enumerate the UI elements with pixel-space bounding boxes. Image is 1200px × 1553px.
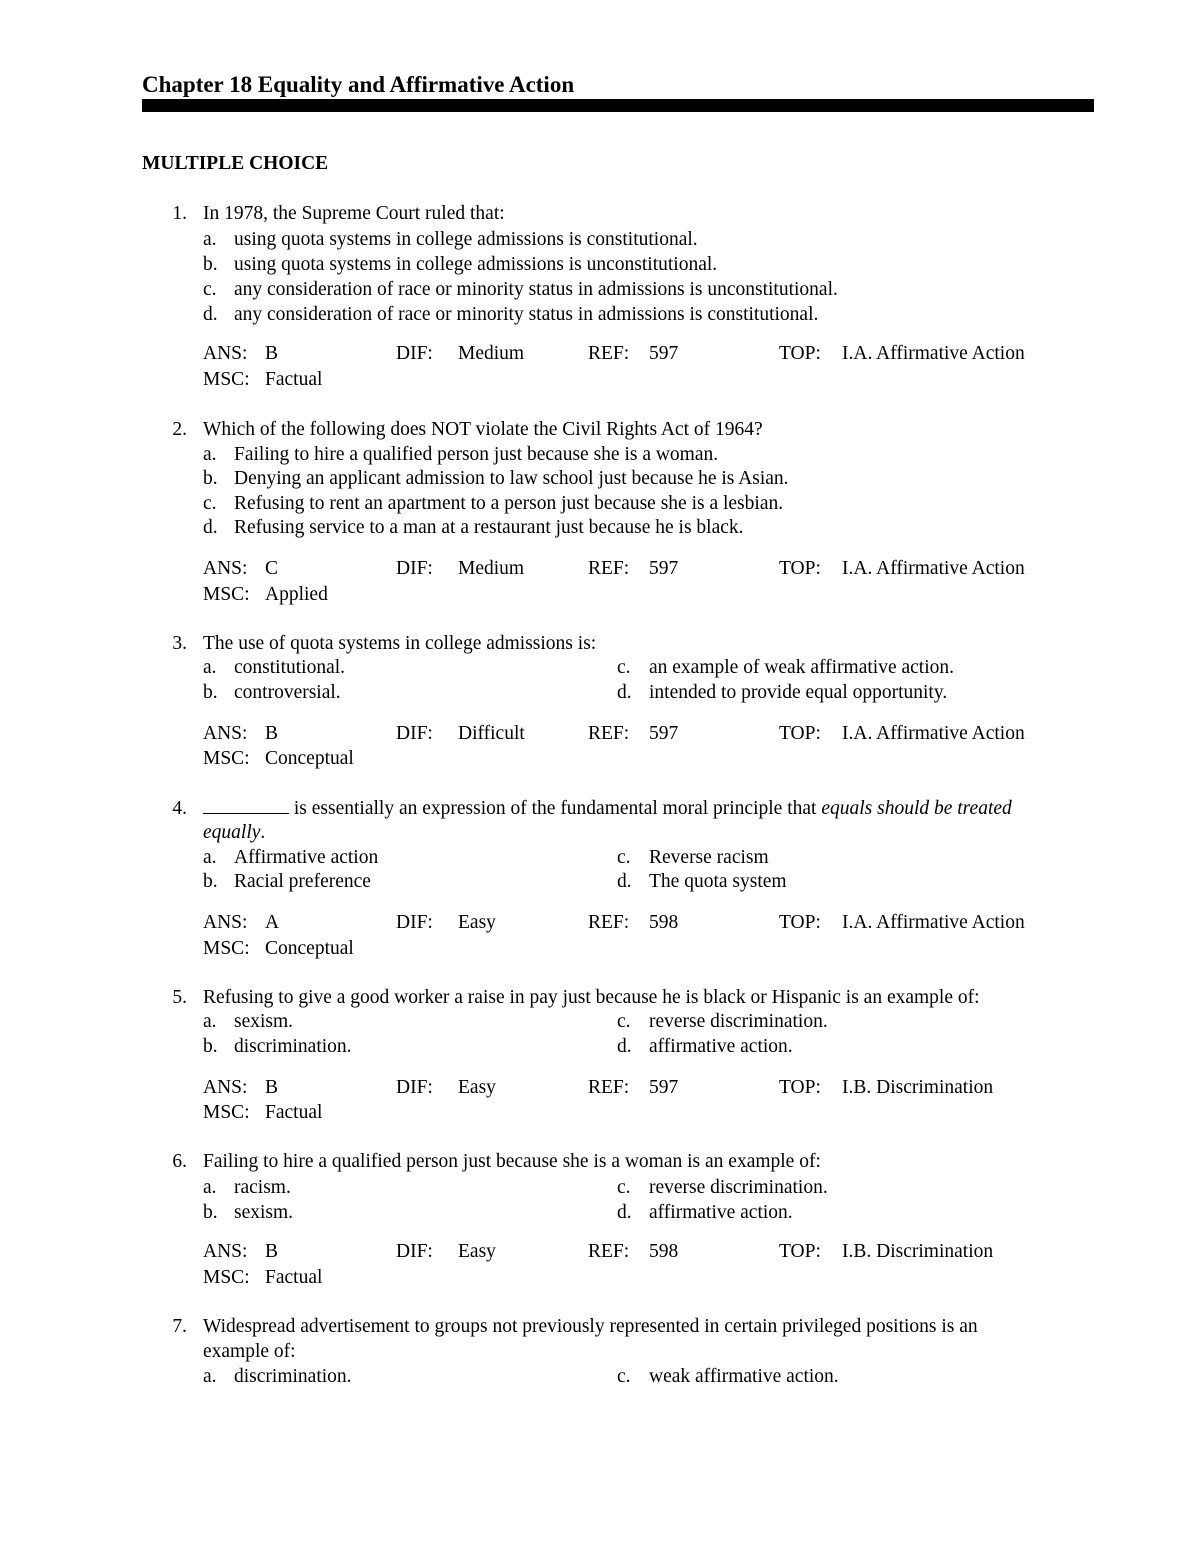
msc-label: MSC: — [203, 584, 250, 605]
choice-letter: a. — [203, 1011, 217, 1032]
ans-label: ANS: — [203, 558, 248, 579]
top-value: I.B. Discrimination — [842, 1241, 994, 1262]
chapter-title: Chapter 18 Equality and Affirmative Action — [142, 72, 575, 97]
choice-letter: a. — [203, 847, 217, 868]
msc-value: Factual — [265, 1102, 323, 1123]
ans-value: A — [265, 912, 280, 933]
ans-label: ANS: — [203, 343, 248, 364]
choice-text: controversial. — [234, 682, 341, 703]
ans-label: ANS: — [203, 723, 248, 744]
dif-value: Easy — [458, 912, 496, 933]
dif-value: Easy — [458, 1241, 496, 1262]
choice-letter: b. — [203, 1202, 218, 1223]
question-stem-continued: example of: — [203, 1341, 296, 1362]
msc-label: MSC: — [203, 938, 250, 959]
choice-letter: b. — [203, 254, 218, 275]
question-stem: Refusing to give a good worker a raise in pay just because he is black or Hispanic is an example of: — [203, 987, 980, 1008]
ref-value: 597 — [649, 1077, 679, 1098]
ref-label: REF: — [588, 912, 630, 933]
choice-text: intended to provide equal opportunity. — [649, 682, 948, 703]
question-stem: Failing to hire a qualified person just because she is a woman is an example of: — [203, 1151, 821, 1172]
choice-letter: c. — [617, 847, 631, 868]
top-label: TOP: — [779, 1241, 821, 1262]
ans-value: B — [265, 1077, 279, 1098]
msc-label: MSC: — [203, 748, 250, 769]
ref-value: 597 — [649, 558, 679, 579]
choice-text: Reverse racism — [649, 847, 769, 868]
top-label: TOP: — [779, 1077, 821, 1098]
ans-value: B — [265, 1241, 279, 1262]
choice-letter: c. — [617, 1011, 631, 1032]
msc-value: Conceptual — [265, 748, 354, 769]
msc-value: Factual — [265, 369, 323, 390]
choice-letter: c. — [203, 493, 217, 514]
ans-label: ANS: — [203, 912, 248, 933]
top-value: I.B. Discrimination — [842, 1077, 994, 1098]
dif-label: DIF: — [396, 1077, 433, 1098]
question-stem-continued — [203, 821, 265, 845]
choice-text: Refusing service to a man at a restaurant just because he is black. — [234, 517, 744, 538]
choice-letter: d. — [617, 682, 632, 703]
msc-value: Applied — [265, 584, 328, 605]
ans-value: B — [265, 343, 279, 364]
choice-letter: b. — [203, 871, 218, 892]
choice-letter: d. — [617, 1202, 632, 1223]
title-rule — [142, 99, 1094, 112]
question-stem: Widespread advertisement to groups not previously represented in certain privileged positions is an — [203, 1316, 978, 1337]
top-label: TOP: — [779, 558, 821, 579]
msc-label: MSC: — [203, 369, 250, 390]
question-stem: In 1978, the Supreme Court ruled that: — [203, 203, 505, 224]
section-heading: MULTIPLE CHOICE — [142, 153, 329, 174]
choice-letter: a. — [203, 657, 217, 678]
dif-label: DIF: — [396, 723, 433, 744]
choice-letter: c. — [617, 657, 631, 678]
msc-label: MSC: — [203, 1102, 250, 1123]
question-number: 4. — [172, 798, 187, 819]
choice-text: an example of weak affirmative action. — [649, 657, 955, 678]
top-value: I.A. Affirmative Action — [842, 723, 1025, 744]
choice-text: any consideration of race or minority status in admissions is unconstitutional. — [234, 279, 838, 300]
top-value: I.A. Affirmative Action — [842, 558, 1025, 579]
dif-value: Difficult — [458, 723, 525, 744]
choice-letter: b. — [203, 1036, 218, 1057]
choice-letter: a. — [203, 1177, 217, 1198]
choice-text: constitutional. — [234, 657, 346, 678]
choice-text: Denying an applicant admission to law school just because he is Asian. — [234, 468, 789, 489]
question-number: 1. — [172, 203, 187, 224]
choice-text: The quota system — [649, 871, 787, 892]
ref-label: REF: — [588, 558, 630, 579]
choice-text: Affirmative action — [234, 847, 379, 868]
ref-value: 597 — [649, 343, 679, 364]
choice-letter: a. — [203, 1366, 217, 1387]
choice-text: weak affirmative action. — [649, 1366, 839, 1387]
choice-letter: c. — [203, 279, 217, 300]
dif-label: DIF: — [396, 558, 433, 579]
choice-text: using quota systems in college admissions is constitutional. — [234, 229, 698, 250]
ref-label: REF: — [588, 343, 630, 364]
ref-label: REF: — [588, 1241, 630, 1262]
msc-label: MSC: — [203, 1267, 250, 1288]
choice-letter: d. — [617, 871, 632, 892]
choice-letter: a. — [203, 229, 217, 250]
choice-letter: c. — [617, 1177, 631, 1198]
stem-emphasis: equally — [203, 822, 261, 843]
question-stem — [203, 797, 1012, 821]
choice-text: reverse discrimination. — [649, 1177, 828, 1198]
choice-text: discrimination. — [234, 1366, 352, 1387]
choice-letter: c. — [617, 1366, 631, 1387]
stem-text: is essentially an expression of the fundamental moral principle that — [289, 798, 822, 819]
choice-text: using quota systems in college admissions is unconstitutional. — [234, 254, 718, 275]
choice-text: affirmative action. — [649, 1202, 793, 1223]
top-label: TOP: — [779, 343, 821, 364]
choice-text: reverse discrimination. — [649, 1011, 828, 1032]
choice-text: Racial preference — [234, 871, 371, 892]
ref-value: 597 — [649, 723, 679, 744]
dif-label: DIF: — [396, 912, 433, 933]
dif-value: Medium — [458, 343, 525, 364]
choice-text: discrimination. — [234, 1036, 352, 1057]
choice-text: Refusing to rent an apartment to a person just because she is a lesbian. — [234, 493, 784, 514]
question-stem: The use of quota systems in college admissions is: — [203, 633, 597, 654]
choice-letter: b. — [203, 468, 218, 489]
question-number: 6. — [172, 1151, 187, 1172]
top-value: I.A. Affirmative Action — [842, 343, 1025, 364]
question-number: 7. — [172, 1316, 187, 1337]
stem-text: . — [260, 822, 266, 843]
msc-value: Conceptual — [265, 938, 354, 959]
ans-label: ANS: — [203, 1077, 248, 1098]
ans-value: B — [265, 723, 279, 744]
top-label: TOP: — [779, 912, 821, 933]
ref-label: REF: — [588, 723, 630, 744]
question-number: 2. — [172, 419, 187, 440]
choice-text: sexism. — [234, 1202, 294, 1223]
answer-blank — [203, 798, 289, 814]
ref-value: 598 — [649, 1241, 679, 1262]
choice-letter: b. — [203, 682, 218, 703]
ans-value: C — [265, 558, 279, 579]
question-number: 5. — [172, 987, 187, 1008]
top-label: TOP: — [779, 723, 821, 744]
choice-text: racism. — [234, 1177, 291, 1198]
question-number: 3. — [172, 633, 187, 654]
stem-emphasis: equals should be treated — [821, 798, 1012, 819]
choice-text: affirmative action. — [649, 1036, 793, 1057]
dif-value: Medium — [458, 558, 525, 579]
choice-text: any consideration of race or minority status in admissions is constitutional. — [234, 304, 819, 325]
question-stem: Which of the following does NOT violate the Civil Rights Act of 1964? — [203, 419, 763, 440]
ans-label: ANS: — [203, 1241, 248, 1262]
choice-letter: d. — [617, 1036, 632, 1057]
top-value: I.A. Affirmative Action — [842, 912, 1025, 933]
msc-value: Factual — [265, 1267, 323, 1288]
ref-label: REF: — [588, 1077, 630, 1098]
dif-label: DIF: — [396, 343, 433, 364]
dif-value: Easy — [458, 1077, 496, 1098]
choice-letter: d. — [203, 517, 218, 538]
choice-letter: d. — [203, 304, 218, 325]
dif-label: DIF: — [396, 1241, 433, 1262]
choice-letter: a. — [203, 444, 217, 465]
ref-value: 598 — [649, 912, 679, 933]
choice-text: Failing to hire a qualified person just because she is a woman. — [234, 444, 719, 465]
choice-text: sexism. — [234, 1011, 294, 1032]
